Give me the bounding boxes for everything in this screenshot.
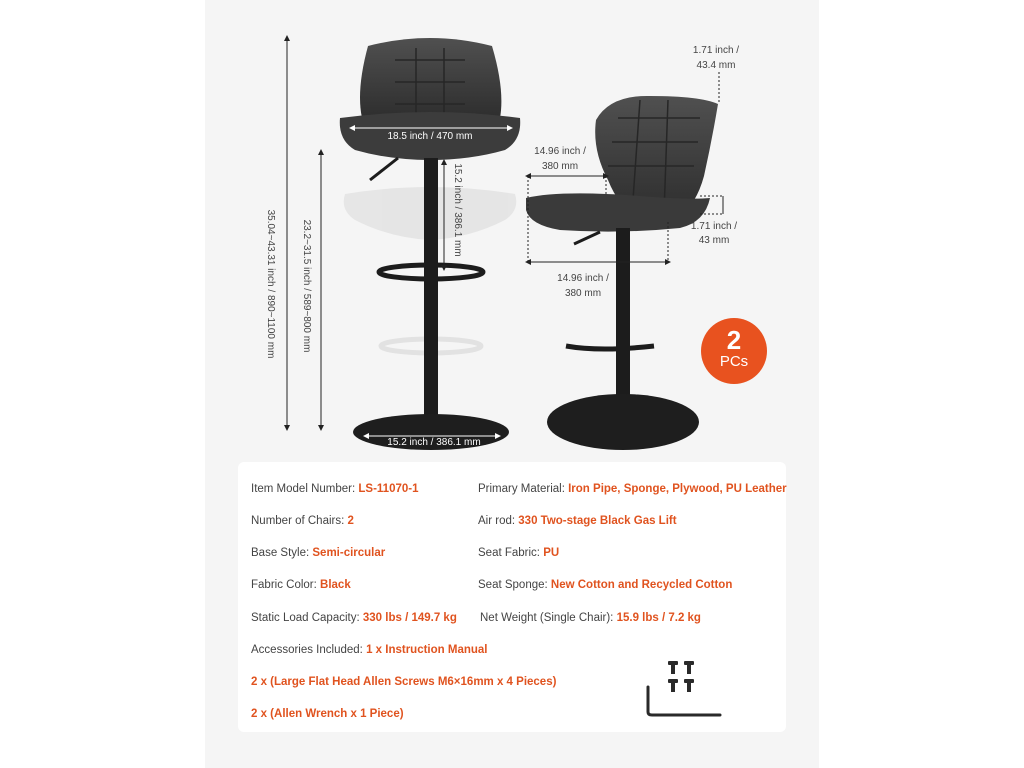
spec-wrench-line: 2 x (Allen Wrench x 1 Piece) xyxy=(251,708,404,720)
total-height-dimension xyxy=(265,38,287,428)
spec-net-weight: Net Weight (Single Chair): 15.9 lbs / 7.2 kg xyxy=(480,612,701,624)
top-thickness-dimension xyxy=(693,45,739,103)
spec-number-of-chairs: Number of Chairs: 2 xyxy=(251,515,354,527)
total-height-label: 35.04~43.31 inch / 890~1100 mm xyxy=(265,209,276,359)
spec-air-rod: Air rod: 330 Two-stage Black Gas Lift xyxy=(478,515,677,527)
spec-accessories: Accessories Included: 1 x Instruction Manual xyxy=(251,644,488,656)
quantity-badge xyxy=(701,318,767,384)
seat-thickness-value: 1.71 inch / xyxy=(690,221,738,232)
screw-icon xyxy=(668,661,694,692)
base-diameter-label: 15.2 inch / 386.1 mm xyxy=(387,437,481,448)
front-chair xyxy=(340,38,520,450)
product-dimension-diagram xyxy=(205,0,819,462)
spec-base-style: Base Style: Semi-circular xyxy=(251,547,386,559)
spec-seat-fabric: Seat Fabric: PU xyxy=(478,547,560,559)
spec-primary-material: Primary Material: Iron Pipe, Sponge, Plywood, PU Leather xyxy=(478,483,787,495)
badge-count: 2 xyxy=(726,325,742,355)
spec-model: Item Model Number: LS-11070-1 xyxy=(251,483,419,495)
seat-width-label: 18.5 inch / 470 mm xyxy=(387,131,473,142)
backrest-height-label: 15.2 inch / 386.1 mm xyxy=(452,163,463,257)
spec-seat-sponge: Seat Sponge: New Cotton and Recycled Cotton xyxy=(478,579,733,591)
seat-height-label: 23.2~31.5 inch / 589~800 mm xyxy=(301,219,312,353)
allen-wrench-icon xyxy=(648,687,720,715)
seat-height-dimension xyxy=(301,152,321,428)
seat-width-side-mm: 380 mm xyxy=(564,288,602,299)
top-thickness-value: 1.71 inch / xyxy=(692,45,740,56)
hardware-illustration xyxy=(638,657,728,721)
specifications-card xyxy=(238,462,786,732)
seat-width-side-value: 14.96 inch / xyxy=(557,273,609,284)
seat-depth-mm: 380 mm xyxy=(541,161,579,172)
seat-thickness-mm: 43 mm xyxy=(698,235,730,246)
top-thickness-mm: 43.4 mm xyxy=(696,60,736,71)
spec-fabric-color: Fabric Color: Black xyxy=(251,579,351,591)
spec-screws-line: 2 x (Large Flat Head Allen Screws M6×16mm x 4 Pieces) xyxy=(251,676,557,688)
spec-static-load: Static Load Capacity: 330 lbs / 149.7 kg xyxy=(251,612,457,624)
seat-depth-value: 14.96 inch / xyxy=(534,146,586,157)
badge-unit: PCs xyxy=(719,353,749,370)
